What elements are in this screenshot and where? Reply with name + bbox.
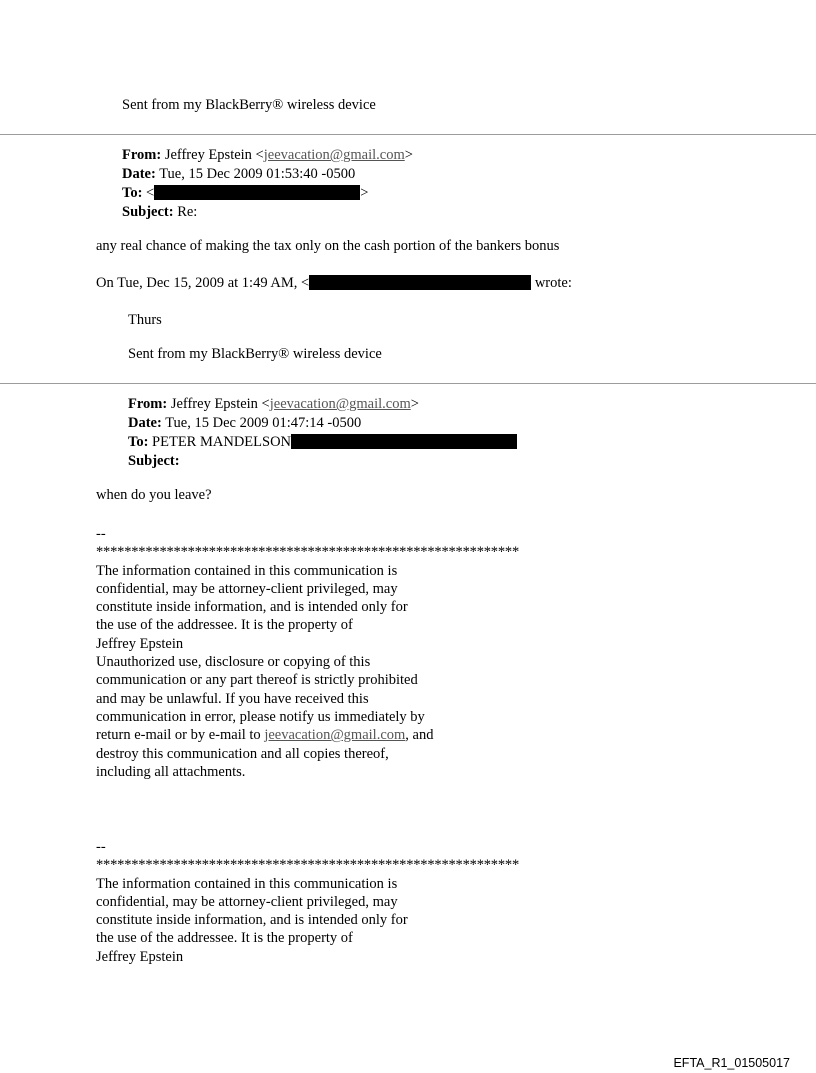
sent-from-signature: Sent from my BlackBerry® wireless device — [128, 346, 382, 362]
redaction-bar — [154, 185, 360, 200]
from-email-link[interactable]: jeevacation@gmail.com — [269, 396, 411, 412]
disclaimer-line: confidential, may be attorney-client privileged, may — [96, 893, 398, 910]
confidentiality-disclaimer — [96, 525, 519, 781]
subject-line: Subject: — [128, 453, 180, 469]
disclaimer-line: the use of the addressee. It is the property of — [96, 930, 353, 947]
disclaimer-line: constitute inside information, and is intended only for — [96, 912, 408, 929]
disclaimer-line: The information contained in this communication is — [96, 562, 398, 579]
email-header-1 — [122, 146, 413, 222]
redaction-bar — [291, 434, 517, 449]
disclaimer-line: communication or any part thereof is strictly prohibited — [96, 672, 418, 689]
document-id: EFTA_R1_01505017 — [673, 1056, 790, 1070]
disclaimer-line: Jeffrey Epstein — [96, 635, 184, 652]
confidentiality-disclaimer — [96, 838, 519, 966]
disclaimer-line: Unauthorized use, disclosure or copying of this — [96, 654, 371, 671]
star-separator: ************************************************************ — [96, 857, 520, 874]
disclaimer-line: and may be unlawful. If you have received this — [96, 690, 369, 707]
date-line: Date: Tue, 15 Dec 2009 01:53:40 -0500 — [122, 166, 356, 182]
disclaimer-line: return e-mail or by e-mail to jeevacation@gmail.com, and — [96, 727, 434, 744]
email-body-1: any real chance of making the tax only on the cash portion of the bankers bonus — [96, 238, 560, 254]
signature-dash: -- — [96, 839, 106, 855]
disclaimer-line: Jeffrey Epstein — [96, 948, 184, 965]
disclaimer-line: constitute inside information, and is intended only for — [96, 599, 408, 616]
signature-dash: -- — [96, 526, 106, 542]
disclaimer-line: the use of the addressee. It is the property of — [96, 617, 353, 634]
divider-line — [0, 383, 816, 384]
disclaimer-line: including all attachments. — [96, 763, 246, 780]
disclaimer-line: communication in error, please notify us immediately by — [96, 708, 425, 725]
star-separator: ************************************************************ — [96, 544, 520, 561]
quote-intro: On Tue, Dec 15, 2009 at 1:49 AM, < wrote: — [96, 275, 572, 291]
email-header-2 — [128, 395, 517, 471]
to-line: To: PETER MANDELSON — [128, 433, 517, 452]
date-line: Date: Tue, 15 Dec 2009 01:47:14 -0500 — [128, 415, 362, 431]
divider-line — [0, 134, 816, 135]
email-body-2: when do you leave? — [96, 487, 212, 503]
from-line: From: Jeffrey Epstein <jeevacation@gmail.com> — [122, 147, 413, 163]
disclaimer-line: destroy this communication and all copies thereof, — [96, 745, 389, 762]
reply-text: Thurs — [128, 312, 162, 328]
redaction-bar — [309, 275, 531, 290]
disclaimer-email-link[interactable]: jeevacation@gmail.com — [264, 727, 406, 744]
subject-line: Subject: Re: — [122, 204, 198, 220]
to-line: To: < > — [122, 185, 369, 201]
from-line: From: Jeffrey Epstein <jeevacation@gmail.com> — [128, 396, 419, 412]
disclaimer-line: confidential, may be attorney-client privileged, may — [96, 580, 398, 597]
sent-from-signature: Sent from my BlackBerry® wireless device — [122, 97, 376, 113]
from-email-link[interactable]: jeevacation@gmail.com — [263, 147, 405, 163]
disclaimer-line: The information contained in this communication is — [96, 875, 398, 892]
